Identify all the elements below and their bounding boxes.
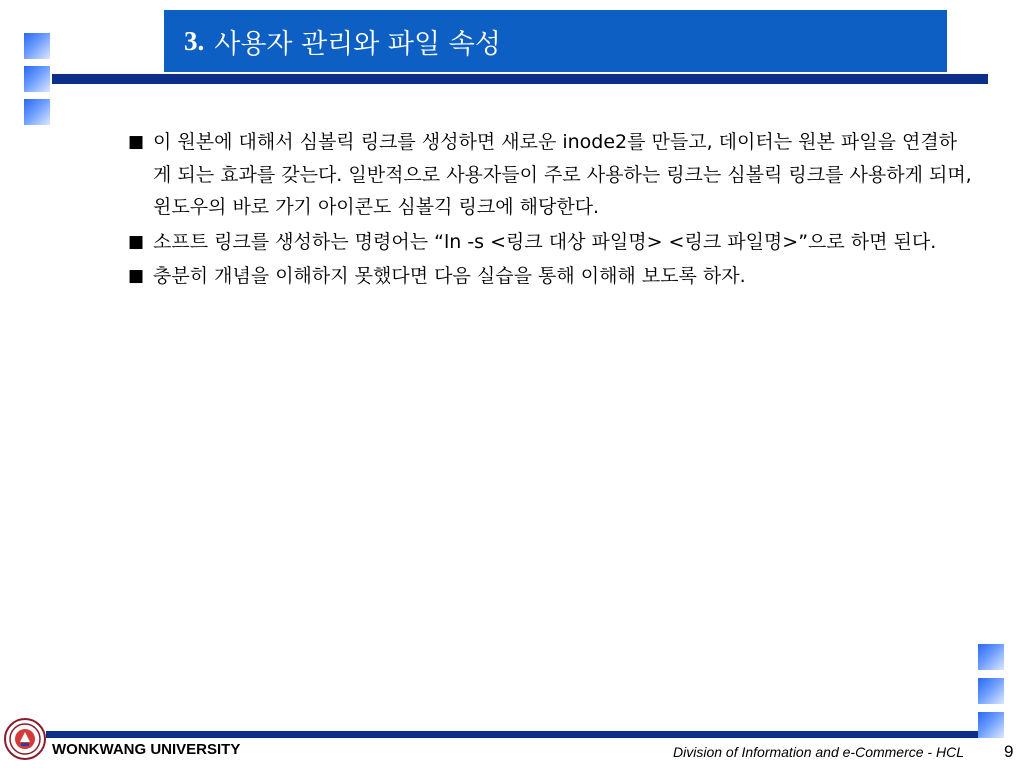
bullet-text-2: 소프트 링크를 생성하는 명령어는 “ln -s <링크 대상 파일명> <링크 파일명>”으로 하면 된다. <box>153 230 937 253</box>
decor-square-top-3 <box>24 99 50 125</box>
bullet-item-2 <box>128 226 974 259</box>
decor-square-top-1 <box>24 33 50 59</box>
slide-title: 사용자 관리와 파일 속성 <box>214 28 501 60</box>
decor-square-bottom-1 <box>978 644 1004 670</box>
slide-title-box <box>164 10 947 72</box>
footer-university: WONKWANG UNIVERSITY <box>52 741 241 758</box>
bullet-item-1 <box>128 126 974 224</box>
bullet-icon: ■ <box>128 231 145 252</box>
bullet-text-3: 충분히 개념을 이해하지 못했다면 다음 실습을 통해 이해해 보도록 하자. <box>153 265 746 287</box>
bullet-icon: ■ <box>128 266 145 286</box>
bottom-divider-bar <box>46 731 978 738</box>
slide-content <box>128 126 974 295</box>
decor-square-bottom-3 <box>978 712 1004 738</box>
page-number: 9 <box>1004 742 1014 761</box>
decor-square-bottom-2 <box>978 678 1004 704</box>
bullet-item-3 <box>128 260 974 293</box>
top-divider-bar <box>52 74 988 84</box>
bullet-text-1: 이 원본에 대해서 심볼릭 링크를 생성하면 새로운 inode2를 만들고, 데이터는 원본 파일을 연결하게 되는 효과를 갖는다. 일반적으로 사용자들이 주로 사용하는 링크는 심볼릭 링크를 사용하게 되며, 윈도우의 바로 가기 아이콘도 심볼긱 링크에 해당한다. <box>153 131 972 218</box>
footer-division: Division of Information and e-Commerce - HCL <box>673 744 964 760</box>
bullet-icon: ■ <box>128 132 145 152</box>
university-seal-icon <box>4 718 46 760</box>
decor-square-top-2 <box>24 66 50 92</box>
slide-title-number: 3. <box>184 25 205 56</box>
